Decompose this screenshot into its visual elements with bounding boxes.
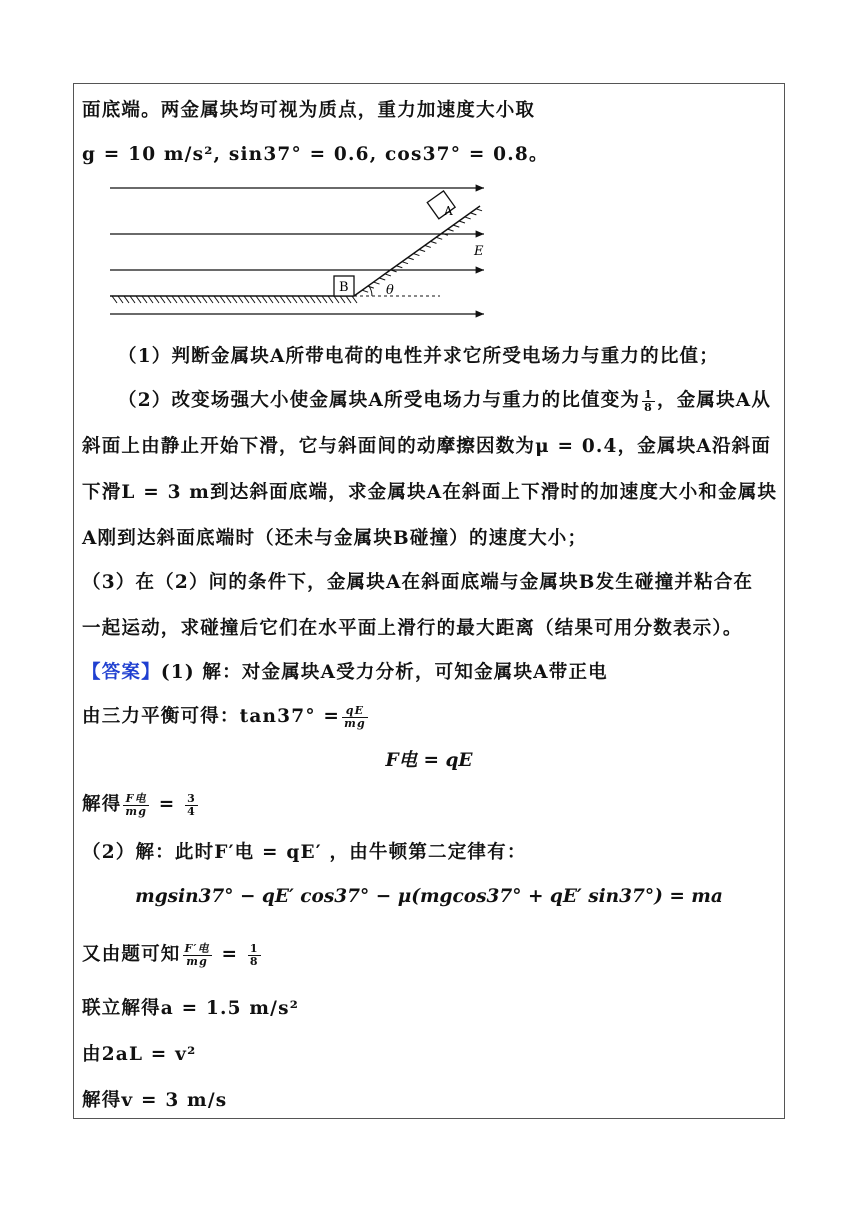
incline-hatch-mark: [459, 221, 465, 223]
ground-hatch-mark: [220, 296, 225, 303]
answer-line-1: 【答案】(1) 解：对金属块A受力分析，可知金属块A带正电: [82, 662, 608, 683]
ground-hatch-mark: [160, 296, 165, 303]
ground-hatch-mark: [124, 296, 129, 303]
incline-hatch-mark: [408, 258, 414, 260]
question-1: （1）判断金属块A所带电荷的电性并求它所受电场力与重力的比值；: [118, 346, 719, 367]
answer-tag: 【答案】: [82, 662, 161, 683]
incline-hatch-mark: [413, 254, 419, 256]
answer-line-5: （2）解：此时F′电 = qE′ ，由牛顿第二定律有：: [82, 842, 527, 863]
ground-hatch-mark: [256, 296, 261, 303]
ground-hatch-mark: [352, 296, 357, 303]
ground-hatch-mark: [184, 296, 189, 303]
incline-hatch-mark: [379, 278, 385, 280]
incline-hatch-mark: [419, 250, 425, 252]
ratio-fraction: $\frac{1}{8}$: [644, 387, 653, 414]
ground-hatch-mark: [136, 296, 141, 303]
incline-hatch-mark: [425, 245, 431, 247]
ground-hatch-mark: [208, 296, 213, 303]
question-2-line-4: A刚到达斜面底端时（还未与金属块B碰撞）的速度大小；: [82, 528, 588, 549]
qE-over-mg-fraction: $\frac{qE}{mg}$: [344, 703, 366, 730]
ground-hatch-mark: [304, 296, 309, 303]
block-A-label: A: [444, 204, 453, 218]
question-2-text: （2）改变场强大小使金属块A所受电场力与重力的比值变为: [118, 390, 641, 411]
force-ratio-fraction: $\frac{\text{F电}}{mg}$: [125, 791, 148, 818]
ground-hatch-mark: [280, 296, 285, 303]
problem-line-1: 面底端。两金属块均可视为质点，重力加速度大小取: [82, 100, 536, 121]
ground-hatch-mark: [112, 296, 117, 303]
ground-hatch-mark: [250, 296, 255, 303]
theta-label: θ: [386, 283, 394, 298]
question-2-line-3: 下滑L = 3 m到达斜面底端，求金属块A在斜面上下滑时的加速度大小和金属块: [82, 482, 778, 503]
incline-hatch-mark: [396, 266, 402, 268]
force-ratio-value: $\frac{3}{4}$: [187, 791, 196, 818]
ground-hatch-mark: [334, 296, 339, 303]
new-force-ratio-value: $\frac{1}{8}$: [249, 941, 259, 968]
incline-hatch-mark: [430, 241, 436, 243]
answer-line-8: 联立解得a = 1.5 m/s²: [82, 998, 300, 1019]
ground-hatch-mark: [178, 296, 183, 303]
ground-hatch-mark: [196, 296, 201, 303]
ground-hatch-mark: [190, 296, 195, 303]
answer-line-4: 解得 $\frac{\text{F电}}{mg}$ = $\frac{3}{4}$: [82, 791, 196, 818]
ground-hatch-mark: [274, 296, 279, 303]
ground-hatch-mark: [166, 296, 171, 303]
question-2-line-1: （2）改变场强大小使金属块A所受电场力与重力的比值变为 $\frac{1}{8}$ ，金属块A从: [118, 387, 772, 414]
answer-line-10: 解得v = 3 m/s: [82, 1090, 228, 1111]
incline-line: [354, 206, 480, 296]
ground-hatch-mark: [244, 296, 249, 303]
answer-line-3: F电 = qE: [385, 750, 473, 771]
incline-hatch-mark: [385, 274, 391, 276]
incline-hatch-mark: [453, 225, 459, 227]
incline-hatch-mark: [448, 229, 454, 231]
ground-hatch-mark: [262, 296, 267, 303]
field-E-label: E: [474, 244, 484, 259]
incline-hatch-mark: [362, 290, 368, 292]
ground-hatch-mark: [148, 296, 153, 303]
incline-hatch-mark: [374, 282, 380, 284]
ground-hatch-mark: [142, 296, 147, 303]
question-3-line-1: （3）在（2）问的条件下，金属块A在斜面底端与金属块B发生碰撞并粘合在: [82, 572, 754, 593]
answer-line-2: 由三力平衡可得：tan37° = $\frac{qE}{mg}$: [82, 703, 366, 730]
incline-hatch-mark: [436, 237, 442, 239]
ground-hatch-mark: [346, 296, 351, 303]
incline-hatch-mark: [470, 213, 476, 215]
ground-hatch-mark: [118, 296, 123, 303]
ground-hatch-mark: [130, 296, 135, 303]
incline-field-diagram: [110, 184, 486, 318]
ground-hatch-mark: [202, 296, 207, 303]
ground-hatch-mark: [172, 296, 177, 303]
incline-hatch-mark: [476, 209, 482, 211]
ground-hatch-mark: [286, 296, 291, 303]
ground-hatch-mark: [292, 296, 297, 303]
ground-hatch-mark: [232, 296, 237, 303]
ground-hatch-mark: [316, 296, 321, 303]
new-force-ratio-fraction: $\frac{\text{F′电}}{mg}$: [184, 941, 210, 968]
ground-hatch-mark: [322, 296, 327, 303]
problem-formula-line: g = 10 m/s², sin37° = 0.6, cos37° = 0.8。: [82, 144, 549, 165]
answer-line-7: 又由题可知 $\frac{\text{F′电}}{mg}$ = $\frac{1}{8}$: [82, 941, 259, 968]
ground-hatch-mark: [310, 296, 315, 303]
ground-hatch-mark: [268, 296, 273, 303]
ground-hatch-mark: [214, 296, 219, 303]
ground-hatch-mark: [328, 296, 333, 303]
ground-hatch-mark: [226, 296, 231, 303]
answer-newton-equation: mgsin37° − qE′ cos37° − μ(mgcos37° + qE′ sin37°) = ma: [135, 886, 723, 907]
question-2-line-2: 斜面上由静止开始下滑，它与斜面间的动摩擦因数为μ = 0.4，金属块A沿斜面: [82, 436, 772, 457]
ground-hatch-mark: [298, 296, 303, 303]
question-3-line-2: 一起运动，求碰撞后它们在水平面上滑行的最大距离（结果可用分数表示）。: [82, 618, 743, 639]
ground-hatch-mark: [340, 296, 345, 303]
incline-hatch-mark: [402, 262, 408, 264]
ground-hatch-mark: [154, 296, 159, 303]
ground-hatch-mark: [238, 296, 243, 303]
incline-hatch-mark: [465, 217, 471, 219]
block-B-label: B: [339, 280, 349, 295]
answer-line-9: 由2aL = v²: [82, 1044, 197, 1065]
